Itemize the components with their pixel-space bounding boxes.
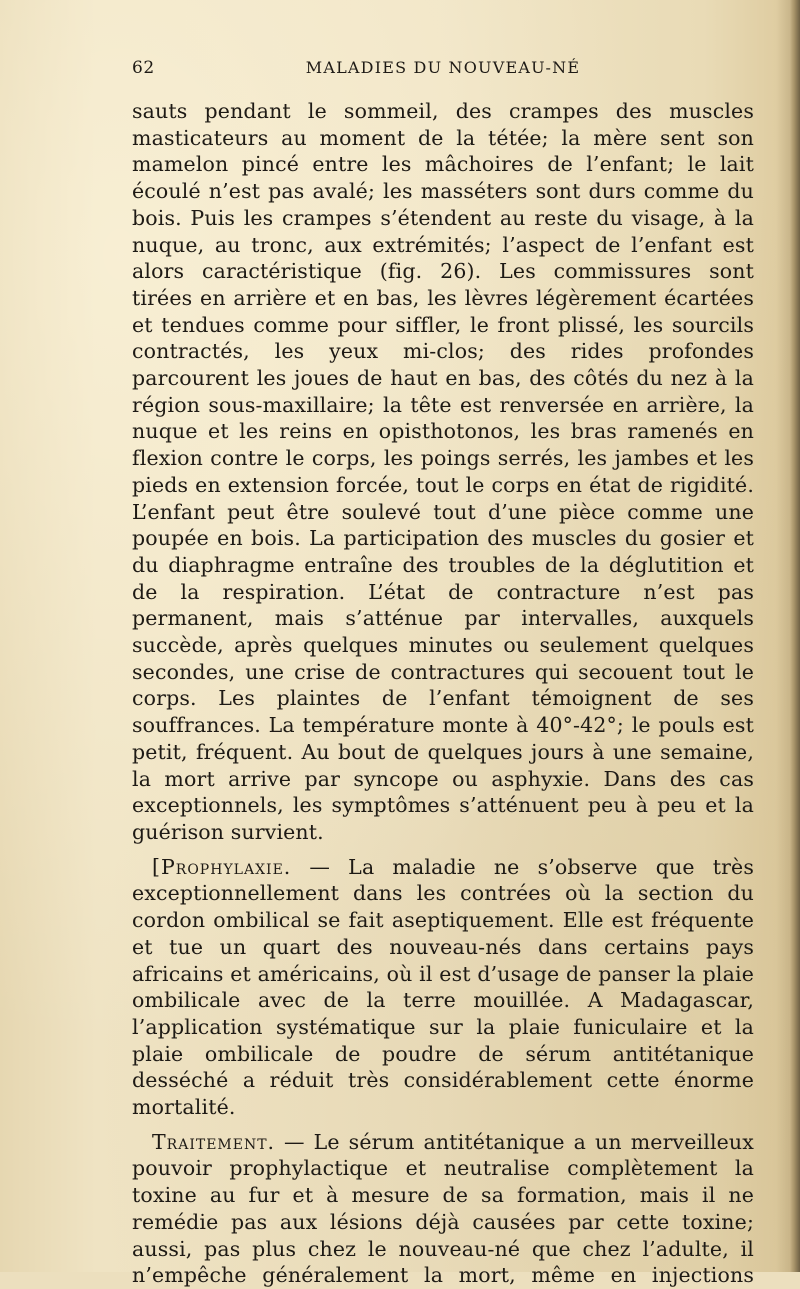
- section-heading-prophylaxie: [Prophylaxie.: [152, 854, 292, 879]
- paragraph-symptoms: [132, 98, 754, 846]
- page-header: [132, 58, 754, 88]
- page-number: 62: [132, 58, 155, 78]
- section-heading-traitement: Traitement.: [152, 1129, 276, 1154]
- paragraph-prophylaxie: [132, 854, 754, 1121]
- paragraph-text: sauts pendant le sommeil, des crampes des muscles masticateurs au moment de la tétée; la mère sent son mamelon pincé entre les mâchoires de l’enfant; le lait écoulé n’est pas avalé; les masséters sont durs comme du bois. Puis les crampes s’étendent au reste du visage, à la nuque, au tronc, aux extrémités; l’aspect de l’enfant est alors caractéristique (fig. 26). Les commissures sont tirées en arrière et en bas, les lèvres légèrement écartées et tendues comme pour siffler, le front plissé, les sourcils contractés, les yeux mi-clos; des rides profondes parcourent les joues de haut en bas, des côtés du nez à la région sous-maxillaire; la tête est renversée en arrière, la nuque et les reins en opisthotonos, les bras ramenés en flexion contre le corps, les poings serrés, les jambes et les pieds en extension forcée, tout le corps en état de rigidité. L’enfant peut être soulevé tout d’une pièce comme une poupée en bois. La participation des muscles du gosier et du diaphragme entraîne des troubles de la déglutition et de la respiration. L’état de contracture n’est pas permanent, mais s’atténue par intervalles, auxquels succède, après quelques minutes ou seulement quelques secondes, une crise de contractures qui secouent tout le corps. Les plaintes de l’enfant témoignent de ses souffrances. La température monte à 40°-42°; le pouls est petit, fréquent. Au bout de quelques jours à une semaine, la mort arrive par syncope ou asphyxie. Dans des cas exceptionnels, les symptômes s’atténuent peu à peu et la guérison survient.: [132, 99, 754, 844]
- body-text: [132, 98, 754, 1289]
- paragraph-text: — Le sérum antitétanique a un merveilleux pouvoir prophylactique et neutralise complètement la toxine au fur et à mesure de sa formation, mais il ne remédie pas aux lésions déjà causées par cette toxine; aussi, pas plus chez le nouveau-né que chez l’adulte, il n’empêche généralement la mort, même en injections: [132, 1129, 754, 1288]
- paragraph-traitement: [132, 1129, 754, 1289]
- running-title: MALADIES DU NOUVEAU-NÉ: [305, 58, 581, 77]
- paragraph-text: — La maladie ne s’observe que très exceptionnellement dans les contrées où la section du cordon ombilical se fait aseptiquement. Elle est fréquente et tue un quart des nouveau-nés dans certains pays africains et américains, où il est d’usage de panser la plaie ombilicale avec de la terre mouillée. A Madagascar, l’application systématique sur la plaie funiculaire et la plaie ombilicale de poudre de sérum antitétanique desséché a réduit très considérablement cette énorme mortalité.: [132, 854, 754, 1120]
- page-edge-shadow: [790, 0, 800, 1272]
